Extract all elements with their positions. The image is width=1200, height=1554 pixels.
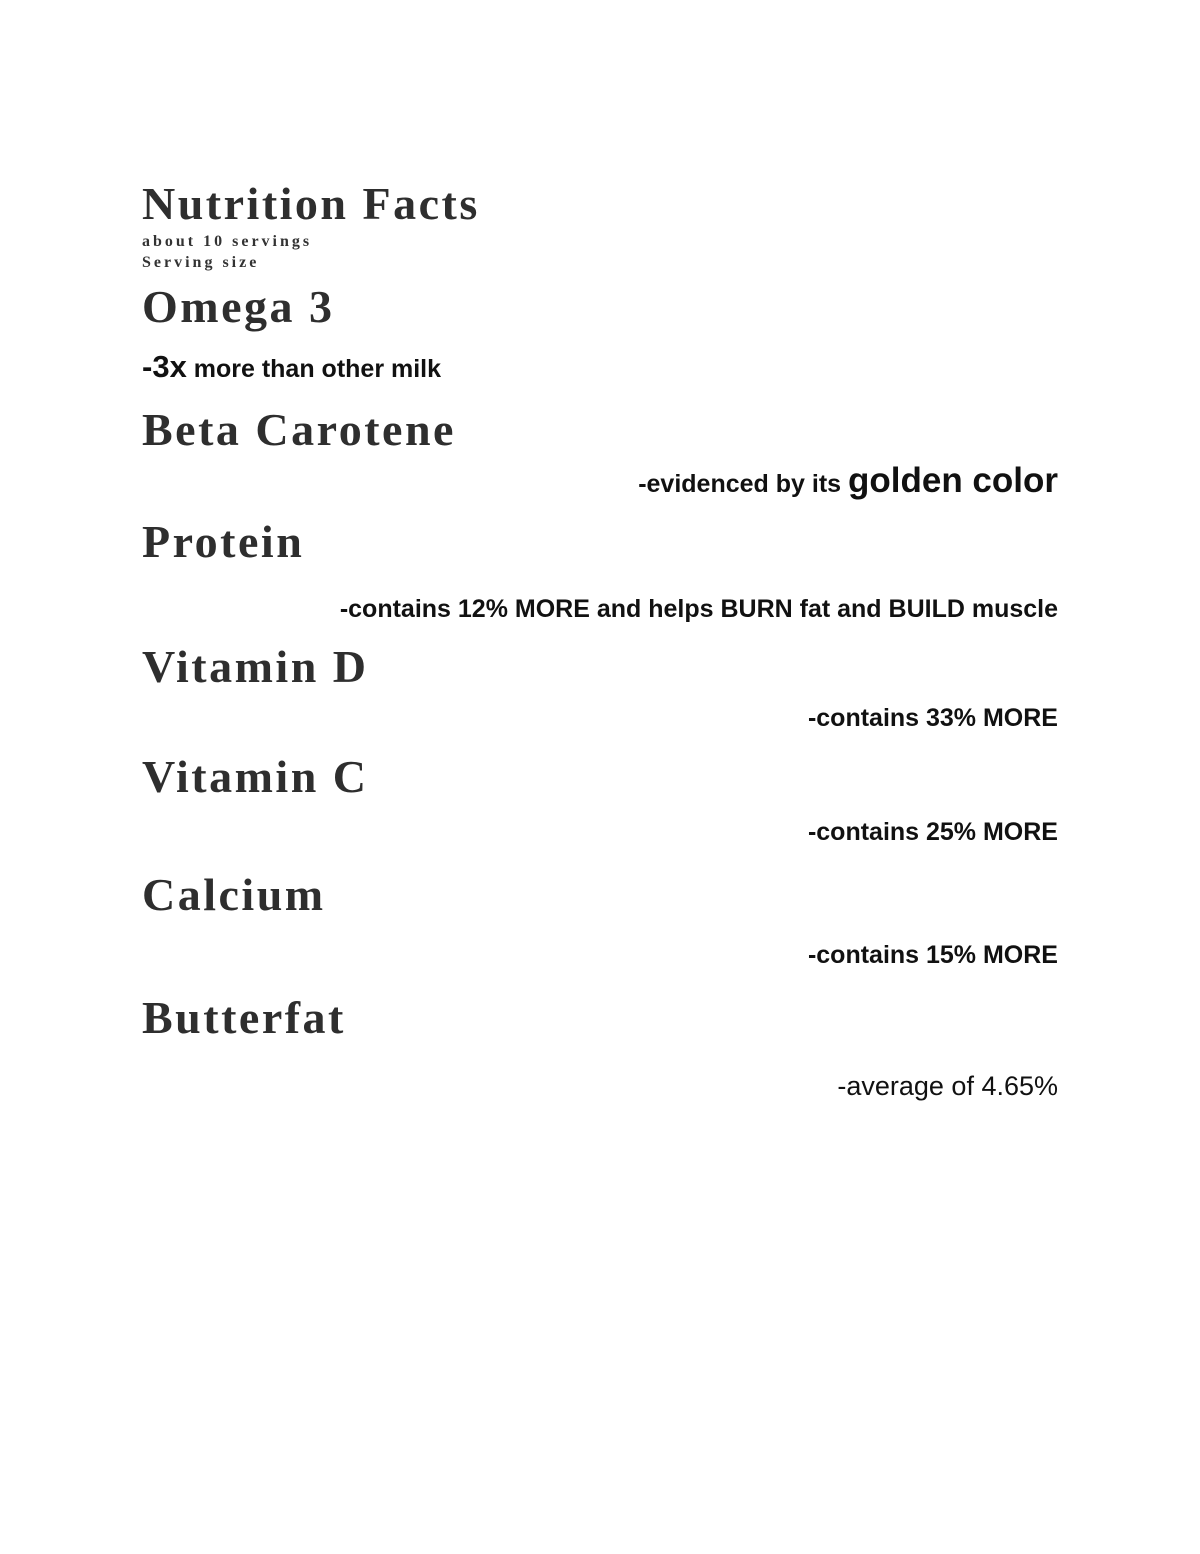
nutrient-heading-vitamin-d: Vitamin D bbox=[142, 641, 369, 692]
nutrient-heading-omega-3: Omega 3 bbox=[142, 281, 335, 332]
nutrient-heading-calcium: Calcium bbox=[142, 869, 326, 920]
nutrient-note-omega-3 bbox=[142, 347, 441, 387]
nutrient-note-protein: -contains 12% MORE and helps BURN fat and BUILD muscle bbox=[339, 595, 1058, 623]
note-emphasis: golden color bbox=[848, 461, 1058, 500]
nutrient-note-vitamin-d: -contains 33% MORE bbox=[807, 704, 1058, 732]
note-text: -evidenced by its bbox=[638, 470, 848, 498]
nutrient-note-beta-carotene bbox=[638, 461, 1058, 501]
nutrient-note-butterfat: -average of 4.65% bbox=[837, 1071, 1058, 1101]
servings-text: about 10 servings bbox=[142, 233, 313, 250]
note-text: more than other milk bbox=[186, 355, 442, 383]
serving-size-label: Serving size bbox=[142, 254, 260, 271]
note-emphasis: -3x bbox=[142, 349, 187, 384]
nutrient-heading-protein: Protein bbox=[142, 516, 305, 567]
page-title: Nutrition Facts bbox=[142, 178, 480, 229]
nutrient-heading-beta-carotene: Beta Carotene bbox=[142, 404, 456, 455]
nutrient-heading-vitamin-c: Vitamin C bbox=[142, 751, 369, 802]
nutrient-note-vitamin-c: -contains 25% MORE bbox=[807, 818, 1058, 846]
nutrient-note-calcium: -contains 15% MORE bbox=[807, 941, 1058, 969]
nutrient-heading-butterfat: Butterfat bbox=[142, 992, 346, 1043]
